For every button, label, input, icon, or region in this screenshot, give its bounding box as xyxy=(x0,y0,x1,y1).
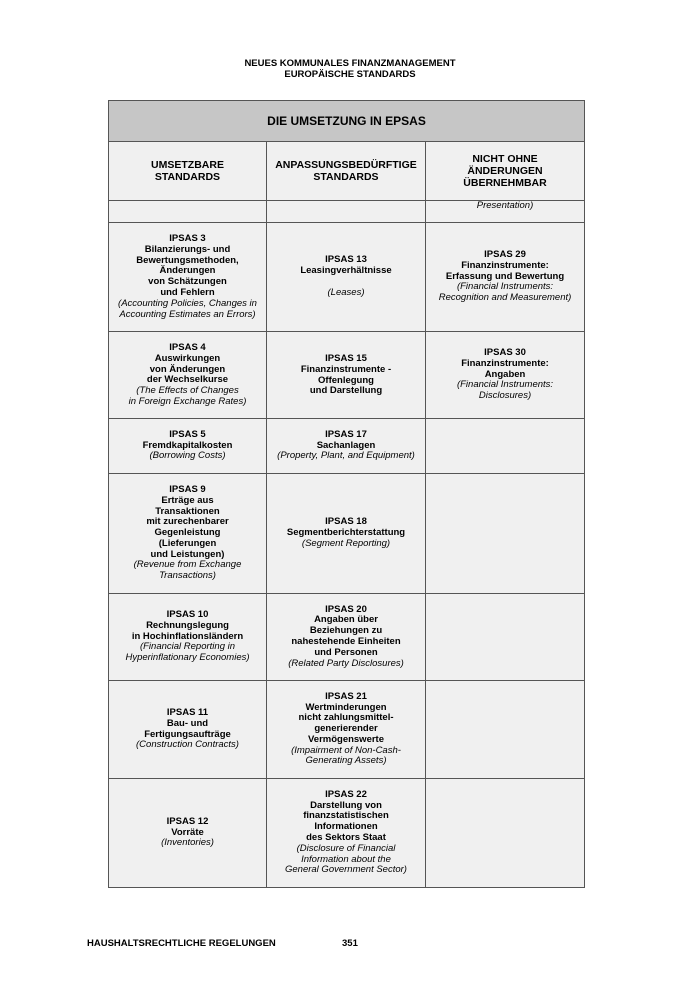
standard-name: Rechnungslegung in Hochinflationsländern xyxy=(131,619,244,642)
standard-cell xyxy=(426,332,585,419)
empty-cell xyxy=(426,474,585,594)
standard-code: IPSAS 5 xyxy=(169,428,206,440)
footer-section-title: HAUSHALTSRECHTLICHE REGELUNGEN xyxy=(87,938,276,949)
standard-name: Finanzinstrumente: Erfassung und Bewertung xyxy=(445,259,565,282)
standard-english: (Related Party Disclosures) xyxy=(288,657,404,669)
continuation-text: Presentation) xyxy=(476,200,534,211)
empty-cell xyxy=(426,419,585,474)
standard-name: Finanzinstrumente - Offenlegung und Darstellung xyxy=(300,363,392,397)
standard-code: IPSAS 10 xyxy=(166,609,209,620)
continuation-cell-3 xyxy=(426,201,585,223)
standard-name: Bau- und Fertigungsaufträge xyxy=(144,717,231,740)
standard-name: Fremdkapitalkosten xyxy=(142,439,233,451)
standard-english: (Property, Plant, and Equipment) xyxy=(277,450,415,462)
standard-name: Wertminderungen nicht zahlungsmittel- generierender Vermögenswerte xyxy=(298,701,394,745)
standard-cell xyxy=(267,594,426,681)
standard-english: (Segment Reporting) xyxy=(301,537,391,549)
standard-code: IPSAS 15 xyxy=(325,353,367,364)
standard-name: Sachanlagen xyxy=(316,439,376,451)
empty-cell xyxy=(426,779,585,888)
standard-name: Vorräte xyxy=(171,826,204,838)
standard-cell xyxy=(109,419,267,474)
standard-name: Erträge aus Transaktionen mit zurechenbarer Gegenleistung (Lieferungen und Leistungen) xyxy=(146,494,229,560)
table-row xyxy=(109,681,585,779)
column-header-umsetzbar: UMSETZBARE STANDARDS xyxy=(109,142,267,201)
standard-english: (Revenue from Exchange Transactions) xyxy=(133,559,242,582)
standard-english: (Construction Contracts) xyxy=(136,739,239,751)
standard-english: (Financial Instruments: Recognition and Measurement) xyxy=(438,281,572,304)
table-row xyxy=(109,779,585,888)
standard-english: (Borrowing Costs) xyxy=(149,450,226,462)
standard-code: IPSAS 17 xyxy=(325,428,367,440)
standard-name: Leasingverhältnisse xyxy=(300,265,392,277)
standard-code: IPSAS 11 xyxy=(166,706,209,718)
table-row xyxy=(109,594,585,681)
table-title: DIE UMSETZUNG IN EPSAS xyxy=(109,101,585,142)
continuation-cell-1 xyxy=(109,201,267,223)
page-header xyxy=(0,58,700,80)
standard-cell xyxy=(267,223,426,332)
standard-english: (Inventories) xyxy=(161,837,214,849)
epsas-table xyxy=(108,100,585,888)
standard-cell xyxy=(267,681,426,779)
table-row xyxy=(109,332,585,419)
standard-code: IPSAS 4 xyxy=(169,342,206,353)
standard-name: Auswirkungen von Änderungen der Wechselkurse xyxy=(146,352,229,386)
standard-code: IPSAS 22 xyxy=(325,788,367,800)
standard-cell xyxy=(267,332,426,419)
standard-cell xyxy=(109,223,267,332)
continuation-cell-2 xyxy=(267,201,426,223)
standard-name: Finanzinstrumente: Angaben xyxy=(461,357,549,380)
standard-english: (Impairment of Non-Cash- Generating Assets) xyxy=(291,744,401,767)
table-row xyxy=(109,419,585,474)
standard-code: IPSAS 12 xyxy=(166,815,209,827)
standard-cell xyxy=(109,594,267,681)
column-header-anpassungsbeduerftig: ANPASSUNGSBEDÜRFTIGE STANDARDS xyxy=(267,142,426,201)
standard-code: IPSAS 13 xyxy=(325,254,367,266)
table-row xyxy=(109,474,585,594)
standard-name: Angaben über Beziehungen zu nahestehende Einheiten und Personen xyxy=(291,614,401,658)
standard-english: (The Effects of Changes in Foreign Exchange Rates) xyxy=(128,385,247,407)
standard-english: (Leases) xyxy=(327,286,365,298)
standard-code: IPSAS 3 xyxy=(169,233,206,244)
standard-english: (Financial Reporting in Hyperinflationary Economies) xyxy=(125,641,250,664)
standard-english: (Disclosure of Financial Information about the General Government Sector) xyxy=(285,842,407,876)
standard-cell xyxy=(267,419,426,474)
standard-english: (Financial Instruments: Disclosures) xyxy=(456,379,554,402)
empty-cell xyxy=(426,594,585,681)
standard-cell xyxy=(267,779,426,888)
standard-code: IPSAS 30 xyxy=(484,347,526,358)
page-number: 351 xyxy=(342,938,358,949)
standard-cell xyxy=(109,681,267,779)
standard-code: IPSAS 29 xyxy=(484,249,526,260)
header-line-2: EUROPÄISCHE STANDARDS xyxy=(284,69,416,80)
standard-cell xyxy=(109,474,267,594)
header-line-1: NEUES KOMMUNALES FINANZMANAGEMENT xyxy=(244,58,456,69)
table-row xyxy=(109,223,585,332)
standard-english: (Accounting Policies, Changes in Accounting Estimates an Errors) xyxy=(118,297,257,320)
standard-name: Segmentberichterstattung xyxy=(286,527,406,539)
standard-name: Bilanzierungs- und Bewertungsmethoden, Änderungen von Schätzungen und Fehlern xyxy=(136,243,239,298)
standard-cell xyxy=(109,779,267,888)
standard-code: IPSAS 20 xyxy=(325,603,367,615)
standard-cell xyxy=(426,223,585,332)
standard-cell xyxy=(109,332,267,419)
standard-code: IPSAS 18 xyxy=(325,516,367,528)
standard-cell xyxy=(267,474,426,594)
standard-code: IPSAS 21 xyxy=(325,690,367,702)
standard-code: IPSAS 9 xyxy=(169,483,206,495)
column-header-nicht-uebernehmbar: NICHT OHNE ÄNDERUNGEN ÜBERNEHMBAR xyxy=(426,142,585,201)
empty-cell xyxy=(426,681,585,779)
standard-name: Darstellung von finanzstatistischen Informationen des Sektors Staat xyxy=(303,799,389,843)
